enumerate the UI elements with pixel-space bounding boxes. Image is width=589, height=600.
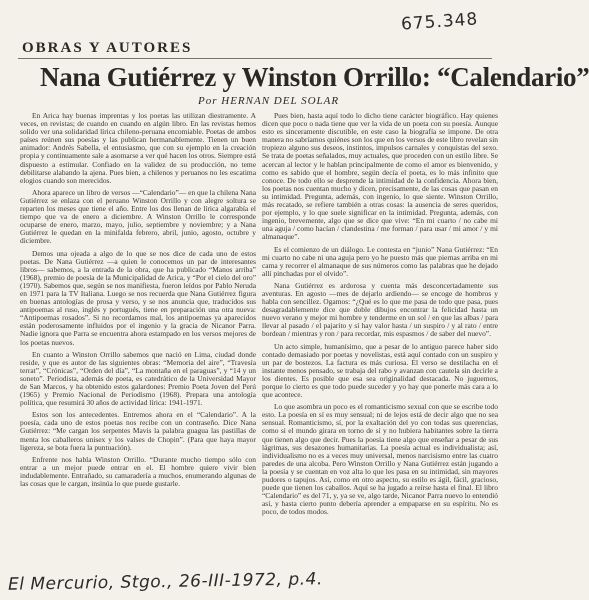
paragraph: Lo que asombra un poco es el romanticismo sexual con que se escribe todo esto. La poesía en sí es muy sensual; ni de lejos está de decir algo que no sea sensual. Romanticismo, sí, por la exaltación del yo con todas sus querencias, como si el mundo girara en torno de sí y no hubiera habitantes sobre la tierra que tienen algo que decir. Pues la poesía tiene algo que enseñar a pesar de sus lágrimas, sus desazones humanitarias. La poesía actual es individualista; así, individualismo no es a veces muy universal, menos narcisismo entre las cuatro paredes de una alcoba. Pero Winston Orrillo y Nana Gutiérrez están jugando a la poesía y se cuentan en voz alta lo que les pasa en su intimidad, sin mayores pudores o tapujos. Así, como en otro aspecto, su estilo es ágil, fácil, gracioso, puede que tienen los caballos. Aquí se ha jugado a reírse hasta el final. El libro “Calendario” es del 71, y, ya se ve, algo tarde, Nicanor Parra nuevo lo entendió así, y hasta cierto punto debería aprender a empaparse en su espíritu. No es poco, de todos modos. [262, 402, 498, 517]
paragraph: En cuanto a Winston Orrillo sabemos que nació en Lima, ciudad donde reside, y que es autor de las siguientes obras: “Memoria del aire”, “Travesía terrat”, “Crónicas”, “Orden del día”, “La montaña en el paraguas”, y “14 y un soneto”. Periodista, además de poeta, es catedrático de la Universidad Mayor de San Marcos, y ha obtenido estos galardones: Premio Poeta Joven del Perú (1965) y Premio Nacional de Periodismo (1968). Prepara una antología política, que resumirá 30 años de actividad lírica: 1941-1971. [20, 349, 256, 408]
section-label: OBRAS Y AUTORES [22, 40, 193, 56]
article-column-left [20, 112, 256, 492]
paragraph: Estos son los antecedentes. Entremos ahora en el “Calendario”. A la poesía, cada uno de estos poetas nos recibe con un contraseño. Dice Nana Gutiérrez: “Me cargan los serpentes Mavis la palabra guagua las pastillas de menta los caballeros unisex y los valses de Chopin”. (Para que haya mayor ligereza, se bota fuera la puntuación). [20, 410, 256, 452]
paragraph: Nana Gutiérrez es ardorosa y cuenta más desconcertadamente sus aventuras. En agosto —mes de dejarlo ardiendo— se encoge de hombros y habla con sencillez. Ogamos: “¿Qué es lo que me pasa de todo que pasa, pues desagradablemente dice que doble dibujos encontrar la felicidad hasta un nuevo verano y mejor mi hombre y tenderme en un sol / en que las albas / para llevar al pasado / el pajarito y sí hay valor hasta / un suspiro / y al rato / entre bordean / mientras y ron / para recordar, mis espasmos / de saber del nuevo”. [262, 280, 498, 339]
paragraph: En Arica hay buenas imprentas y los poetas las utilizan diestramente. A veces, en revistas; de cuando en cuando en algún libro. En las revistas hemos solido ver una solidaridad lírica chileno-peruana encomiable. Poetas de ambos países reúnen sus poesías y las publican hermanablemente. Tienen un buen animador: Andrés Sabella, el entusiasmo, que con su ejemplo en la creación propia y continuamente sale a asomarse a ver qué hacen los otros. Siempre está dispuesto a estimular. Confiado en la validez de su producción, no teme debilitarse alabando la ajena. Pues bien, a chilenos y peruanos no les escatima elogios cuando son merecidos. [20, 111, 256, 185]
paragraph: Un acto simple, humanísimo, que a pesar de lo antiguo parece haber sido contado demasiado por poetas y novelistas, está aquí contado con un suspiro y un par de bostezos. La factura es más curiosa. El verso se destilacha en el instante menos pensado, se trabaja del rabo y avanzan con cautela sin decirle a los dientes. Es posible que esa sea originalidad destacada. No juguemos, porque lo cierto es que todo puede suceder y yo hay que ponerle más cara a lo que acontece. [262, 341, 498, 400]
paragraph: Ahora aparece un libro de versos —“Calendario”— en que la chilena Nana Gutiérrez se enlaza con el peruano Winston Orrillo y con alegre soltura se reparten los meses que tiene el año. Entre los dos llenan de lírica algarabía el tiempo que va de enero a diciembre. A Winston Orrillo le corresponde ocuparse de enero, marzo, mayo, julio, septiembre y noviembre; y a Nana Gutiérrez le quedan en la minifalda febrero, abril, junio, agosto, octubre y diciembre. [20, 187, 256, 246]
paragraph: Enfrente nos habla Winston Orrillo. “Durante mucho tiempo sólo con entrar a un mejor puede entrar en el. El hombre quiere vivir bien indudablemente. Entrañado, su camaradería a muchos, enumerando algunas de las cosas que le cargan, insinúa lo que puede gustarle. [20, 454, 256, 489]
article-byline: Por HERNAN DEL SOLAR [198, 95, 340, 107]
paragraph: Es el comienzo de un diálogo. Le contesta en “junio” Nana Gutiérrez: “En mi cuarto no cabe ni una aguja pero yo he puesto más que piernas arriba en mi cama y recorrer el almanaque de sus números como las palabras que he dejado allí pinchadas por el olvido”. [262, 244, 498, 278]
paragraph: Pues bien, hasta aquí todo lo dicho tiene carácter biográfico. Hay quienes dicen que poco o nada tiene que ver la vida de un poeta con su poesía. Aunque esto es sinceramente discutible, en este caso la biografía se impone. De otra manera no sabríamos quiénes son los que en los versos de este libro revelan sin tropiezo alguno sus deseos, instintos, impulsos carnales y conquistas del sexo. Se trata de poetas señalados, muy actuales, que proceden con un estilo libre. Se acercan al lector y le hablan principalmente de como el amor es bienvenido, y como es sabido que el hombre, según decía el poeta, es lo más infinito que conoce. De todo ello se desprende la intimidad de la confidencia. Ahora bien, los poetas nos cuentan mucho y dicen, precisamente, de las cosas que pasan en su intimidad. Pregunta, además, con ingenio, lo que siente. Winston Orrillo, más recatado, se refiere también a otras cosas: la ausencia de seres queridos, por ejemplo, y lo que suele significar en la intimidad. Pregunta, además, con ingenio, brevemente, algo que se dice que vive: “En mi cuarto / no cabe mi una aguja / como hacían / clandestina / me forman / para usar / mi amor / y mi almanaque”. [262, 111, 498, 242]
archive-reference-number: 675.348 [400, 9, 479, 35]
article-title: Nana Gutiérrez y Winston Orrillo: “Calendario” [40, 62, 589, 92]
section-divider [18, 58, 492, 59]
source-citation-handwritten: El Mercurio, Stgo., 26-III-1972, p.4. [7, 569, 323, 595]
paragraph: Demos una ojeada a algo de lo que se nos dice de cada uno de estos poetas. De Nana Gutiérrez —a quien le conocemos un par de interesantes libros— sabemos, a la entrada de la obra, que ha publicado “Manos arriba” (1968), premio de poesía de la Municipalidad de Arica, y “Por el cielo del oro” (1970). Sabemos que, según se nos manifiesta, fueron leídos por Pablo Neruda en 1971 para la TV Italiana. Luego se nos recuerda que Nana Gutiérrez figura en buenas antologías de prosa y verso, y se nos anuncia que, traducidos sus antipoemas al ruso, inglés y portugués, tiene en preparación una otra nueva: “Antipoemas rosados”. Si no recordamos mal, los antipoemas ya aparecidos están poderosamente influidos por el ingenio y la gracia de Nicanor Parra. Nadie ignora que Parra se encuentra ahora estampado en los versos mejores de los poetas nuevos. [20, 248, 256, 347]
article-column-right [262, 112, 498, 521]
